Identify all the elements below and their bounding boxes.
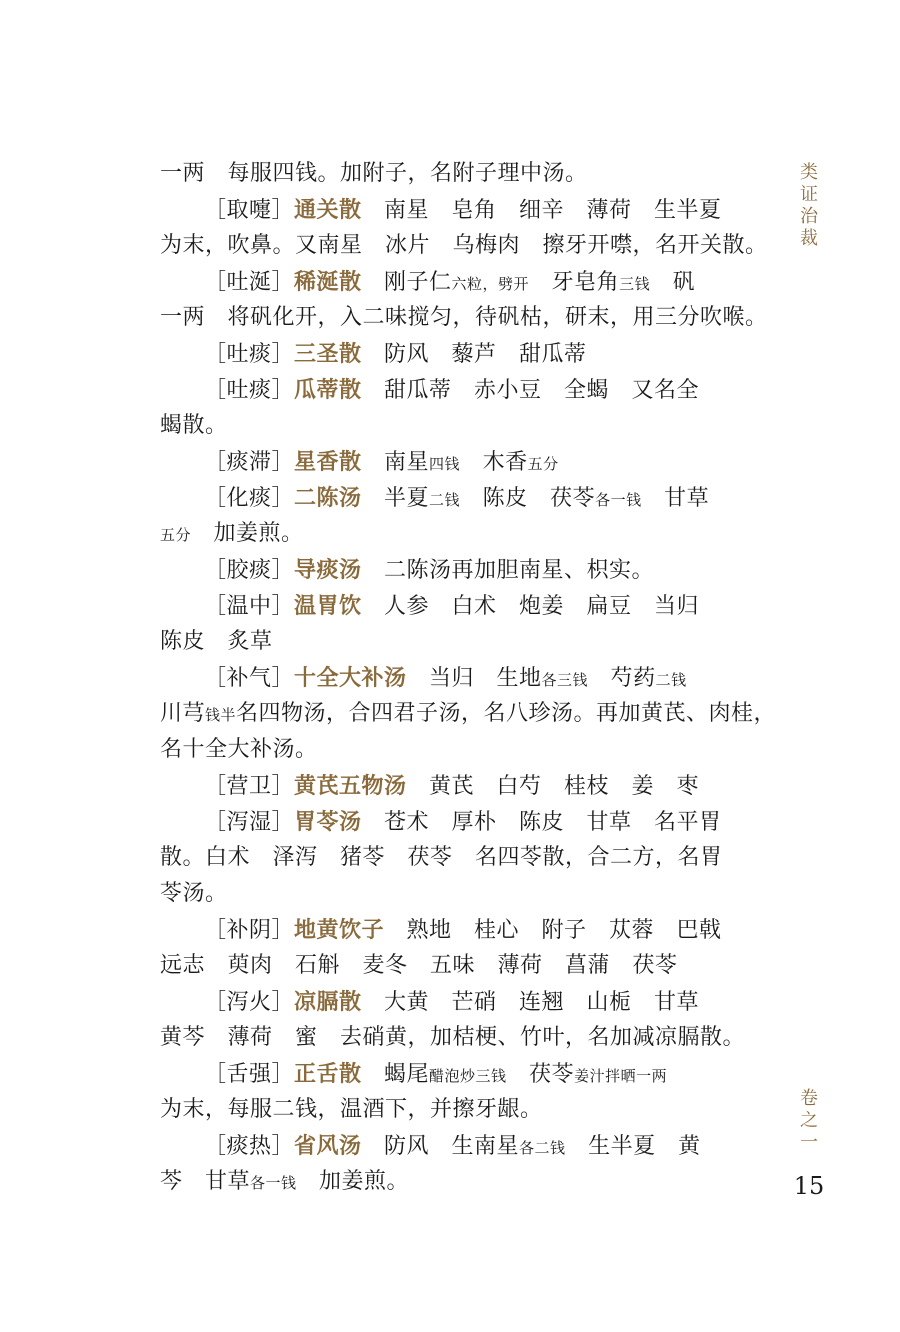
text-line bbox=[160, 948, 760, 984]
text-segment: 黄芪 白芍 桂枝 姜 枣 bbox=[406, 774, 700, 799]
text-segment: ［胶痰］ bbox=[204, 558, 295, 583]
text-segment: ［化痰］ bbox=[204, 486, 295, 511]
text-line bbox=[160, 552, 760, 588]
formula-name: 通关散 bbox=[294, 197, 362, 223]
text-segment: 生半夏 黄 bbox=[565, 1134, 701, 1159]
text-segment: ［舌强］ bbox=[204, 1062, 295, 1087]
text-line bbox=[160, 516, 760, 552]
title-char: 证 bbox=[800, 184, 818, 205]
formula-name: 导痰汤 bbox=[294, 557, 362, 583]
text-segment: 一两 每服四钱。加附子，名附子理中汤。 bbox=[160, 161, 588, 186]
dosage-note: 各一钱 bbox=[595, 491, 642, 509]
text-segment: 陈皮 茯苓 bbox=[460, 486, 596, 511]
text-segment: 散。白术 泽泻 猪苓 茯苓 名四苓散，合二方，名胃 bbox=[160, 845, 723, 870]
dosage-note: 四钱 bbox=[429, 455, 461, 473]
text-line bbox=[160, 696, 777, 732]
text-line bbox=[160, 1092, 760, 1128]
text-segment: 芍药 bbox=[588, 666, 656, 691]
text-segment: 茯苓 bbox=[506, 1062, 575, 1087]
text-line bbox=[160, 624, 760, 660]
dosage-note: 二钱 bbox=[655, 671, 687, 689]
text-line bbox=[160, 300, 768, 336]
text-segment: ［吐痰］ bbox=[204, 378, 295, 403]
formula-name: 二陈汤 bbox=[294, 485, 362, 511]
text-segment: 苓汤。 bbox=[160, 881, 228, 906]
text-segment: ［营卫］ bbox=[204, 774, 295, 799]
text-segment: ［泻湿］ bbox=[204, 810, 295, 835]
text-segment: 加姜煎。 bbox=[191, 521, 304, 546]
running-head-book-title bbox=[797, 162, 821, 250]
text-segment: ［温中］ bbox=[204, 594, 295, 619]
dosage-note: 各二钱 bbox=[519, 1139, 566, 1157]
text-segment: ［补阴］ bbox=[204, 918, 295, 943]
dosage-note: 五分 bbox=[527, 455, 559, 473]
text-segment: ［泻火］ bbox=[204, 990, 295, 1015]
text-line bbox=[160, 876, 760, 912]
title-char: 类 bbox=[800, 162, 818, 183]
text-segment: 半夏 bbox=[361, 486, 430, 511]
dosage-note: 钱半 bbox=[205, 706, 237, 724]
text-segment: 甜瓜蒂 赤小豆 全蝎 又名全 bbox=[361, 378, 700, 403]
text-segment: 一两 将矾化开，入二味搅匀，待矾枯，研末，用三分吹喉。 bbox=[160, 305, 768, 330]
text-line bbox=[160, 480, 760, 516]
text-segment: 矾 bbox=[650, 270, 696, 295]
text-segment: ［吐痰］ bbox=[204, 342, 295, 367]
formula-name: 省风汤 bbox=[294, 1133, 362, 1159]
text-segment: 蝎尾 bbox=[361, 1062, 430, 1087]
text-line bbox=[160, 372, 760, 408]
text-line bbox=[160, 588, 760, 624]
formula-name: 十全大补汤 bbox=[294, 665, 407, 691]
formula-name: 温胃饮 bbox=[294, 593, 362, 619]
formula-name: 三圣散 bbox=[294, 341, 362, 367]
text-segment: 苍术 厚朴 陈皮 甘草 名平胃 bbox=[361, 810, 722, 835]
dosage-note: 醋泡炒三钱 bbox=[429, 1067, 507, 1085]
dosage-note: 各一钱 bbox=[250, 1174, 297, 1192]
text-segment: 黄芩 薄荷 蜜 去硝黄，加桔梗、竹叶，名加减凉膈散。 bbox=[160, 1025, 746, 1050]
text-line bbox=[160, 804, 760, 840]
text-segment: 名十全大补汤。 bbox=[160, 737, 318, 762]
dosage-note: 各三钱 bbox=[541, 671, 589, 689]
text-segment: 人参 白术 炮姜 扁豆 当归 bbox=[361, 594, 700, 619]
dosage-note: 六粒，劈开 bbox=[451, 275, 530, 293]
text-segment: 牙皂角 bbox=[529, 270, 620, 295]
text-line bbox=[160, 408, 760, 444]
text-line bbox=[160, 336, 760, 372]
volume-char: 一 bbox=[800, 1132, 818, 1153]
text-segment: 远志 萸肉 石斛 麦冬 五味 薄荷 菖蒲 茯苓 bbox=[160, 953, 678, 978]
text-segment: 南星 皂角 细辛 薄荷 生半夏 bbox=[361, 198, 722, 223]
text-segment: 刚子仁 bbox=[361, 270, 452, 295]
dosage-note: 五分 bbox=[160, 526, 192, 544]
text-segment: 木香 bbox=[460, 450, 528, 475]
body-text bbox=[160, 156, 777, 1200]
text-line bbox=[160, 768, 760, 804]
text-line bbox=[160, 156, 760, 192]
text-line bbox=[160, 1164, 760, 1200]
text-segment: 大黄 芒硝 连翘 山栀 甘草 bbox=[361, 990, 700, 1015]
text-line bbox=[160, 660, 760, 696]
dosage-note: 姜汁拌晒一两 bbox=[574, 1067, 668, 1085]
text-line bbox=[160, 840, 760, 876]
text-segment: 甘草 bbox=[641, 486, 710, 511]
text-line bbox=[160, 984, 760, 1020]
text-segment: 二陈汤再加胆南星、枳实。 bbox=[361, 558, 655, 583]
formula-name: 地黄饮子 bbox=[294, 917, 385, 943]
text-line bbox=[160, 1020, 760, 1056]
dosage-note: 二钱 bbox=[429, 491, 461, 509]
page-number: 15 bbox=[793, 1172, 825, 1200]
text-segment: 南星 bbox=[361, 450, 430, 475]
text-segment: 防风 生南星 bbox=[361, 1134, 520, 1159]
text-line bbox=[160, 264, 760, 300]
title-char: 治 bbox=[800, 206, 818, 227]
text-line bbox=[160, 1128, 760, 1164]
text-segment: 名四物汤，合四君子汤，名八珍汤。再加黄芪、肉桂， bbox=[236, 701, 777, 726]
volume-char: 之 bbox=[800, 1110, 818, 1131]
text-segment: 为末，每服二钱，温酒下，并擦牙龈。 bbox=[160, 1097, 543, 1122]
text-line bbox=[160, 1056, 760, 1092]
formula-name: 瓜蒂散 bbox=[294, 377, 362, 403]
text-segment: ［痰热］ bbox=[204, 1134, 295, 1159]
text-segment: 熟地 桂心 附子 苁蓉 巴戟 bbox=[384, 918, 722, 943]
formula-name: 胃苓汤 bbox=[294, 809, 362, 835]
text-line bbox=[160, 228, 768, 264]
text-line bbox=[160, 192, 760, 228]
text-segment: 芩 甘草 bbox=[160, 1169, 251, 1194]
text-segment: 蝎散。 bbox=[160, 413, 228, 438]
text-segment: ［痰滞］ bbox=[204, 450, 295, 475]
text-segment: 为末，吹鼻。又南星 冰片 乌梅肉 擦牙开噤，名开关散。 bbox=[160, 233, 768, 258]
text-segment: ［取嚏］ bbox=[204, 198, 295, 223]
volume-char: 卷 bbox=[800, 1088, 818, 1109]
text-segment: 加姜煎。 bbox=[296, 1169, 410, 1194]
text-line bbox=[160, 444, 760, 480]
text-segment: ［补气］ bbox=[204, 666, 295, 691]
formula-name: 凉膈散 bbox=[294, 989, 362, 1015]
text-segment: 防风 藜芦 甜瓜蒂 bbox=[361, 342, 587, 367]
running-head-volume bbox=[797, 1088, 821, 1154]
text-segment: 陈皮 炙草 bbox=[160, 629, 273, 654]
formula-name: 稀涎散 bbox=[294, 269, 362, 295]
text-segment: ［吐涎］ bbox=[204, 270, 295, 295]
dosage-note: 三钱 bbox=[619, 275, 651, 293]
title-char: 裁 bbox=[800, 228, 818, 249]
formula-name: 正舌散 bbox=[294, 1061, 362, 1087]
text-segment: 川芎 bbox=[160, 701, 206, 726]
text-line bbox=[160, 912, 760, 948]
text-segment: 当归 生地 bbox=[406, 666, 542, 691]
text-line bbox=[160, 732, 760, 768]
formula-name: 黄芪五物汤 bbox=[294, 773, 407, 799]
formula-name: 星香散 bbox=[294, 449, 362, 475]
